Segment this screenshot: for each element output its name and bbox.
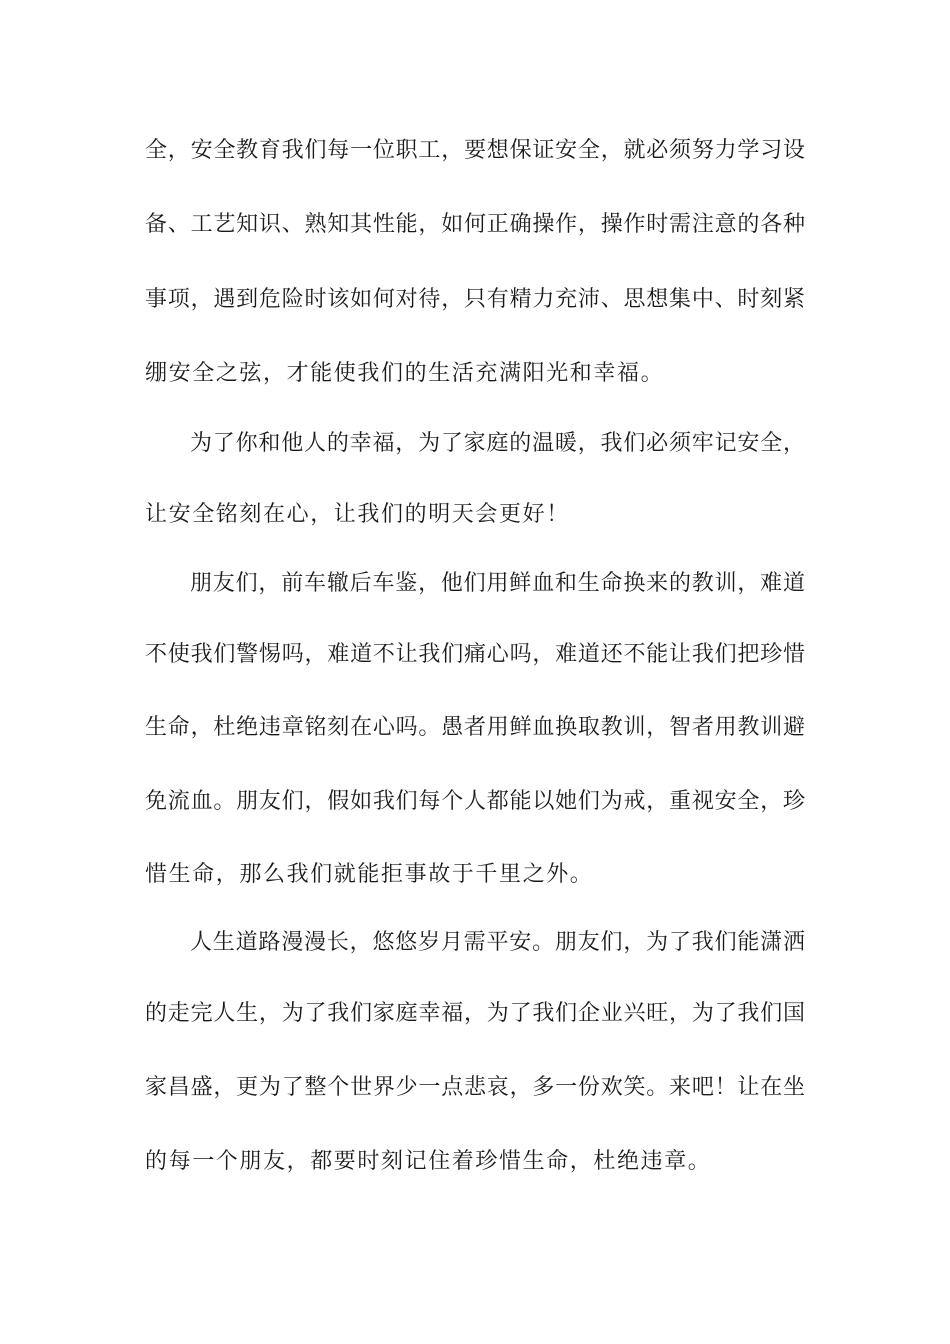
text-line: 不使我们警惕吗，难道不让我们痛心吗，难道还不能让我们把珍惜 [145,642,805,667]
text-line: 的每一个朋友，都要时刻记住着珍惜生命，杜绝违章。 [145,1149,712,1174]
text-line: 生命，杜绝违章铭刻在心吗。愚者用鲜血换取教训，智者用教训避 [145,715,805,740]
text-line: 绷安全之弦，才能使我们的生活充满阳光和幸福。 [145,361,665,386]
text-line: 的走完人生，为了我们家庭幸福，为了我们企业兴旺，为了我们国 [145,1001,805,1026]
paragraph-first-line: 为了你和他人的幸福，为了家庭的温暖，我们必须牢记安全， [190,431,805,456]
paragraph-first-line: 朋友们，前车辙后车鉴，他们用鲜血和生命换来的教训，难道 [190,571,805,596]
text-line: 全，安全教育我们每一位职工，要想保证安全，就必须努力学习设 [145,138,805,163]
text-line: 让安全铭刻在心，让我们的明天会更好！ [145,502,570,527]
text-line: 惜生命，那么我们就能拒事故于千里之外。 [145,862,594,887]
text-line: 家昌盛，更为了整个世界少一点悲哀，多一份欢笑。来吧！让在坐 [145,1075,805,1100]
text-line: 事项，遇到危险时该如何对待，只有精力充沛、思想集中、时刻紧 [145,287,805,312]
text-line: 免流血。朋友们，假如我们每个人都能以她们为戒，重视安全，珍 [145,789,805,814]
text-line: 备、工艺知识、熟知其性能，如何正确操作，操作时需注意的各种 [145,212,805,237]
paragraph-first-line: 人生道路漫漫长，悠悠岁月需平安。朋友们，为了我们能潇洒 [190,930,805,955]
